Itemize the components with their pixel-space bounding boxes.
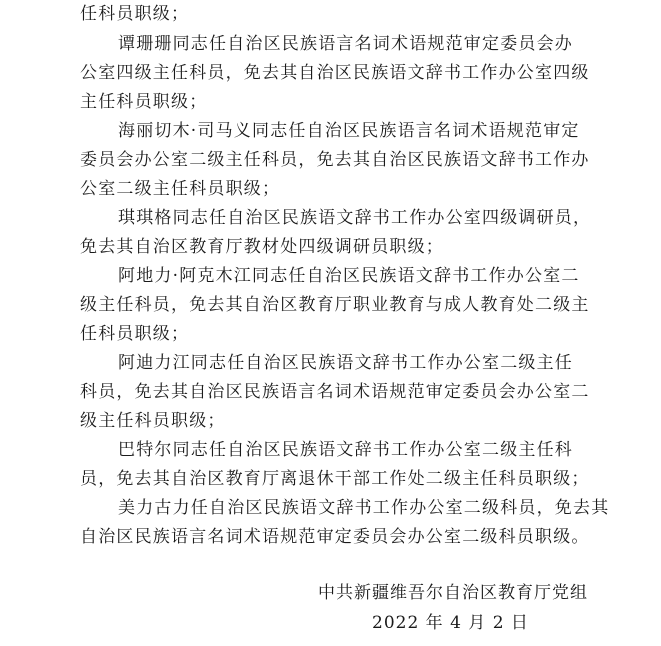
text-line: 公室二级主任科员职级；	[80, 179, 281, 199]
text-line: 阿地力·阿克木江同志任自治区民族语文辞书工作办公室二	[118, 266, 580, 286]
text-line: 科员，免去其自治区民族语言名词术语规范审定委员会办公室二	[80, 382, 590, 402]
text-line: 员，免去其自治区教育厅离退休干部工作处二级主任科员职级；	[80, 469, 590, 489]
text-line: 巴特尔同志任自治区民族语文辞书工作办公室二级主任科	[118, 440, 573, 460]
text-line: 美力古力任自治区民族语文辞书工作办公室二级科员，免去其	[118, 498, 610, 518]
text-line: 级主任科员职级；	[80, 411, 226, 431]
text-line: 任科员职级；	[80, 4, 190, 24]
text-line: 琪琪格同志任自治区民族语文辞书工作办公室四级调研员，	[118, 208, 592, 228]
text-line: 阿迪力江同志任自治区民族语文辞书工作办公室二级主任	[118, 353, 573, 373]
text-line: 级主任科员，免去其自治区教育厅职业教育与成人教育处二级主	[80, 295, 590, 315]
text-line: 自治区民族语言名词术语规范审定委员会办公室二级科员职级。	[80, 527, 590, 547]
text-line: 主任科员职级；	[80, 92, 208, 112]
text-line: 谭珊珊同志任自治区民族语言名词术语规范审定委员会办	[118, 34, 573, 54]
text-line: 公室四级主任科员，免去其自治区民族语文辞书工作办公室四级	[80, 63, 590, 83]
text-line: 免去其自治区教育厅教材处四级调研员职级；	[80, 237, 444, 257]
text-line: 海丽切木·司马义同志任自治区民族语言名词术语规范审定	[118, 121, 580, 141]
signature-organization: 中共新疆维吾尔自治区教育厅党组	[318, 583, 588, 603]
text-line: 任科员职级；	[80, 324, 190, 344]
text-line: 委员会办公室二级主任科员，免去其自治区民族语文辞书工作办	[80, 150, 590, 170]
signature-date: 2022 年 4 月 2 日	[372, 613, 529, 633]
